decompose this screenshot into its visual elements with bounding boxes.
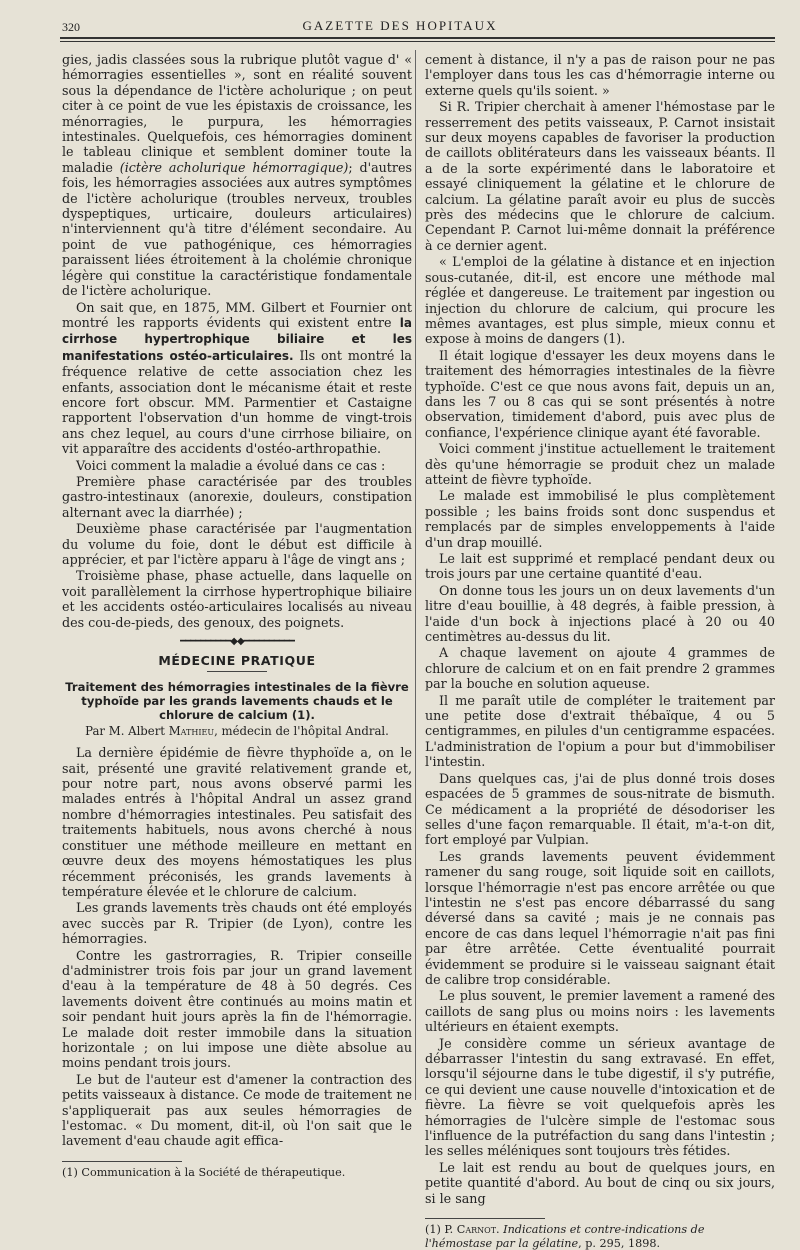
- footnote-rule: [62, 1161, 182, 1162]
- paragraph: Les grands lavements très chauds ont été employés avec succès par R. Tripier (de Lyon), contre les hémorragies.: [62, 900, 412, 947]
- page-number: 320: [62, 20, 80, 34]
- paragraph: Le but de l'auteur est d'amener la contraction des petits vaisseaux à distance. Ce mode de traitement ne s'appliquerait pas aux seules hémorragies de l'estomac. « Du moment, dit-il, où l'on sait que le lavement d'eau chaude agit effica-: [62, 1071, 412, 1149]
- section-title: MÉDECINE PRATIQUE: [158, 653, 316, 669]
- paragraph: Voici comment la maladie a évolué dans ce cas :: [76, 457, 386, 473]
- header-rule: [60, 37, 775, 39]
- footnote: (1) Communication à la Société de thérapeutique.: [62, 1165, 346, 1179]
- italic-term: (ictère acholurique hémorragique): [119, 159, 349, 175]
- left-column: [62, 52, 412, 1179]
- paragraph: « L'emploi de la gélatine à distance et en injection sous-cutanée, dit-il, est encore une méthode mal réglée et dangereuse. Le traitement par ingestion ou injection du chlorure de calcium, qui procure les mêmes avantages, est plus simple, mieux connu et expose à moins de dangers (1).: [425, 254, 775, 347]
- paragraph: Deuxième phase caractérisée par l'augmentation du volume du foie, dont le début est difficile à apprécier, et par l'ictère apparu à l'âge de vingt ans ;: [62, 521, 412, 567]
- paragraph: On donne tous les jours un on deux lavements d'un litre d'eau bouillie, à 48 degrés, à faible pression, à l'aide d'un bock à injections placé à 20 ou 40 centimètres au-dessus du lit.: [425, 582, 775, 645]
- paragraph: Troisième phase, phase actuelle, dans laquelle on voit parallèlement la cirrhose hypertrophique biliaire et les accidents ostéo-articulaires localisés au niveau des cou-de-pieds, des genoux, des poignets.: [62, 568, 412, 630]
- right-column: [425, 52, 775, 1250]
- paragraph: Si R. Tripier cherchait à amener l'hémostase par le resserrement des petits vaisseaux, P. Carnot insistait sur deux moyens capables de favoriser la production de caillots oblitérateurs dans les vaisseaux béants. Il a de la sorte expérimenté dans le laboratoire et essayé cliniquement la gélatine et le chlorure de calcium. La gélatine paraît avoir eu plus de succès près des médecins que le chlorure de calcium. Cependant P. Carnot lui-même donnait la préférence à ce dernier agent.: [425, 99, 775, 253]
- header-rule-thin: [60, 41, 775, 42]
- paragraph: On sait que, en 1875, MM. Gilbert et Fournier ont montré les rapports évidents qui existent entre la cirrhose hypertrophique biliaire et les manifestations ostéo-articulaires. Ils ont montré la fréquence relative de cette association chez les enfants, association dont le mécanisme était et reste encore fort obscur. MM. Parmentier et Castaigne rapportent l'observation d'un homme de vingt-trois ans chez lequel, au cours d'une cirrhose biliaire, on vit apparaître des accidents d'ostéo-arthropathie.: [62, 299, 412, 457]
- column-divider: [415, 50, 416, 1100]
- paragraph: Contre les gastrorragies, R. Tripier conseille d'administrer trois fois par jour un grand lavement d'eau à la température de 48 à 50 degrés. Ces lavements doivent être continués au moins matin et soir pendant huit jours après la fin de l'hémorragie. Le malade doit rester immobile dans la situation horizontale ; on lui impose une diète absolue au moins pendant trois jours.: [62, 947, 412, 1071]
- paragraph: Dans quelques cas, j'ai de plus donné trois doses espacées de 5 grammes de sous-nitrate de bismuth. Ce médicament a la propriété de désodoriser les selles d'une façon remarquable. Il était, m'a-t-on dit, fort employé par Vulpian.: [425, 770, 775, 848]
- paragraph: Les grands lavements peuvent évidemment ramener du sang rouge, soit liquide soit en caillots, lorsque l'hémorragie n'est pas encore arrêtée ou que l'intestin ne s'est pas encore débarrassé du sang déversé dans sa cavité ; mais je ne connais pas encore de cas dans lequel l'hémorragie n'ait pas fini par être arrêtée. Cette éventualité pourrait évidemment se produire si le vaisseau saignant était de calibre trop considérable.: [425, 848, 775, 987]
- paragraph: Le malade est immobilisé le plus complètement possible ; les bains froids sont donc suspendus et remplacés par de simples enveloppements à l'aide d'un drap mouillé.: [425, 488, 775, 550]
- paragraph: A chaque lavement on ajoute 4 grammes de chlorure de calcium et on en fait prendre 2 grammes par la bouche en solution aqueuse.: [425, 645, 775, 692]
- journal-title: GAZETTE DES HOPITAUX: [302, 18, 498, 33]
- paragraph: Le lait est supprimé et remplacé pendant deux ou trois jours par une certaine quantité d'eau.: [425, 551, 775, 582]
- paragraph: gies, jadis classées sous la rubrique plutôt vague d' « hémorragies essentielles », sont en réalité souvent sous la dépendance de l'ictère acholurique ; on peut citer à ce point de vue les épistaxis de croissance, les ménorragies, le purpura, les hémorragies intestinales. Quelquefois, ces hémorragies dominent le tableau clinique et semblent dominer toute la maladie (ictère acholurique hémorragique); d'autres fois, les hémorragies associées aux autres symptômes de l'ictère acholurique (troubles nerveux, troubles dyspeptiques, urticaire, douleurs articulaires) n'interviennent qu'à titre d'élément secondaire. Au point de vue pathogénique, ces hémorragies paraissent liées étroitement à la cholémie chronique légère qui constitue la caractéristique fondamentale de l'ictère acholurique.: [62, 52, 412, 299]
- byline: Par M. Albert Mathieu, médecin de l'hôpital Andral.: [85, 723, 389, 738]
- paragraph: cement à distance, il n'y a pas de raison pour ne pas l'employer dans tous les cas d'hémorragie interne ou externe quels qu'ils soient. »: [425, 52, 775, 98]
- bold-term: la cirrhose hypertrophique biliaire et les manifestations ostéo-articulaires.: [62, 315, 412, 363]
- paragraph: Voici comment j'institue actuellement le traitement dès qu'une hémorragie se produit chez un malade atteint de fièvre typhoïde.: [425, 441, 775, 487]
- title-rule: [207, 671, 267, 672]
- footnote-rule: [425, 1218, 545, 1219]
- article-title: Traitement des hémorragies intestinales de la fièvre typhoïde par les grands lavements chauds et le chlorure de calcium (1).: [65, 679, 409, 722]
- ornament-separator: ━━━━━━━━━━◆◆━━━━━━━━━━: [180, 636, 294, 648]
- paragraph: Le plus souvent, le premier lavement a ramené des caillots de sang plus ou moins noirs : les lavements ultérieurs en étaient exempts.: [425, 988, 775, 1035]
- paragraph: Je considère comme un sérieux avantage de débarrasser l'intestin du sang extravasé. En effet, lorsqu'il séjourne dans le tube digestif, il s'y putréfie, ce qui devient une cause nouvelle d'intoxication et de fièvre. La fièvre se voit quelquefois après les hémorragies de l'ulcère simple de l'estomac sous l'influence de la putréfaction du sang dans l'intestin ; les selles méléniques sont toujours très fétides.: [425, 1035, 775, 1159]
- paragraph: La dernière épidémie de fièvre thyphoïde a, on le sait, présenté une gravité relativement grande et, pour notre part, nous avons observé parmi les malades entrés à l'hôpital Andral un assez grand nombre d'hémorragies intestinales. Peu satisfait des traitements habituels, nous avons cherché à nous constituer une méthode meilleure en mettant en œuvre deux des moyens hémostatiques les plus récemment préconisés, les grands lavements à température élevée et le chlorure de calcium.: [62, 745, 412, 899]
- footnote: (1) P. Carnot. Indications et contre-indications de l'hémostase par la gélatine, p. 295, 1898.: [425, 1223, 705, 1250]
- paragraph: Première phase caractérisée par des troubles gastro-intestinaux (anorexie, douleurs, constipation alternant avec la diarrhée) ;: [62, 473, 412, 520]
- paragraph: Il était logique d'essayer les deux moyens dans le traitement des hémorragies intestinales de la fièvre typhoïde. C'est ce que nous avons fait, depuis un an, dans les 7 ou 8 cas qui se sont présentés à notre observation, timidement d'abord, puis avec plus de confiance, l'expérience clinique ayant été favorable.: [425, 347, 775, 440]
- page-header: [0, 0, 800, 46]
- paragraph: Il me paraît utile de compléter le traitement par une petite dose d'extrait thébaïque, 4 ou 5 centigrammes, en pilules d'un centigramme espacées. L'administration de l'opium a pour but d'immobiliser l'intestin.: [425, 692, 775, 770]
- paragraph: Le lait est rendu au bout de quelques jours, en petite quantité d'abord. Au bout de cinq ou six jours, si le sang: [425, 1159, 775, 1206]
